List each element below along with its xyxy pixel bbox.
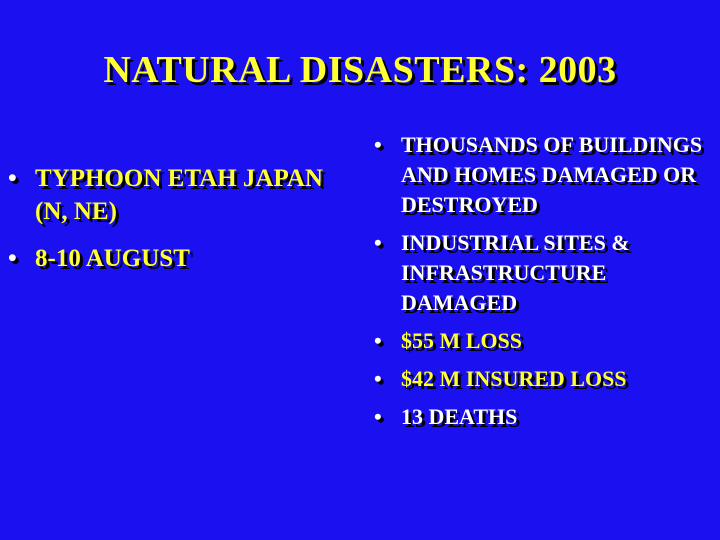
right-bullet-list: [372, 130, 716, 440]
bullet-dot: •: [374, 404, 382, 429]
bullet-text: THOUSANDS OF BUILDINGS AND HOMES DAMAGED OR DESTROYED: [401, 132, 703, 217]
slide-title: NATURAL DISASTERS: 2003: [103, 49, 617, 91]
bullet-text: INDUSTRIAL SITES & INFRASTRUCTURE DAMAGED: [401, 230, 630, 315]
bullet-dot: •: [8, 245, 17, 272]
bullet-dot: •: [374, 366, 382, 391]
bullet-dot: •: [8, 165, 17, 192]
bullet-loss: [372, 326, 716, 356]
bullet-dot: •: [374, 230, 382, 255]
bullet-date: [6, 242, 336, 275]
bullet-text: TYPHOON ETAH JAPAN (N, NE): [35, 165, 323, 225]
bullet-text: $42 M INSURED LOSS: [401, 366, 627, 391]
bullet-text: 8-10 AUGUST: [35, 245, 190, 272]
left-bullet-list: [6, 162, 336, 289]
bullet-buildings: [372, 130, 716, 220]
bullet-typhoon: [6, 162, 336, 228]
bullet-dot: •: [374, 328, 382, 353]
bullet-dot: •: [374, 132, 382, 157]
bullet-text: 13 DEATHS: [401, 404, 518, 429]
bullet-industrial: [372, 228, 716, 318]
bullet-deaths: [372, 402, 716, 432]
bullet-text: $55 M LOSS: [401, 328, 523, 353]
bullet-insured-loss: [372, 364, 716, 394]
